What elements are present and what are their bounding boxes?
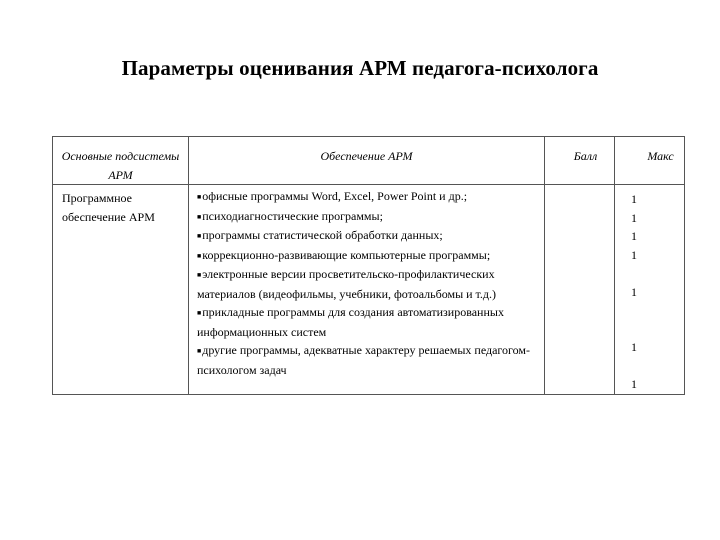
spacer — [615, 320, 684, 339]
list-item-text: психодиагностические программы; — [202, 208, 383, 223]
max-value: 1 — [631, 247, 637, 262]
max-cell — [615, 185, 685, 395]
list-item-text: программы статистической обработки данных; — [202, 228, 443, 242]
list-item — [197, 187, 536, 207]
spacer — [615, 264, 684, 283]
spacer — [615, 357, 684, 376]
bullet-icon: ■ — [197, 193, 202, 201]
page-title: Параметры оценивания АРМ педагога-психолога — [121, 56, 599, 80]
list-item — [197, 246, 536, 266]
header-subsystems: Основные подсистемы АРМ — [53, 137, 189, 185]
header-max-label: Макс — [647, 149, 674, 163]
header-provision: Обеспечение АРМ — [189, 137, 545, 185]
max-value: 1 — [631, 377, 637, 391]
max-value: 1 — [631, 340, 637, 354]
bullet-icon: ■ — [197, 309, 202, 317]
list-item — [197, 265, 536, 303]
list-item — [197, 303, 536, 341]
max-value: 1 — [631, 210, 637, 225]
max-value: 1 — [631, 192, 637, 206]
max-value: 1 — [631, 229, 637, 243]
score-cell — [545, 185, 615, 395]
header-max — [615, 137, 685, 185]
list-item-text: коррекционно-развивающие компьютерные программы; — [202, 247, 491, 262]
evaluation-table — [52, 136, 685, 395]
spacer — [615, 301, 684, 320]
resources-cell — [189, 185, 545, 395]
list-item — [197, 226, 536, 246]
bullet-icon: ■ — [197, 232, 202, 240]
bullet-icon: ■ — [197, 271, 202, 279]
max-value: 1 — [631, 284, 637, 299]
bullet-icon: ■ — [197, 212, 202, 221]
list-item-text: другие программы, адекватные характеру решаемых педагогом-психологом задач — [197, 343, 531, 377]
table-header-row — [53, 137, 685, 185]
header-score — [545, 137, 615, 185]
subsystem-cell: Программное обеспечение АРМ — [53, 185, 189, 395]
table-row — [53, 185, 685, 395]
list-item — [197, 341, 536, 379]
list-item-text: прикладные программы для создания автоматизированных информационных систем — [197, 305, 504, 339]
header-score-label: Балл — [573, 149, 598, 163]
list-item-text: офисные программы Word, Excel, Power Point и др.; — [202, 189, 468, 203]
bullet-icon: ■ — [197, 347, 202, 355]
bullet-icon: ■ — [197, 251, 202, 260]
list-item-text: электронные версии просветительско-профилактических материалов (видеофильмы, учебники, фотоальбомы и т.д.) — [197, 267, 496, 301]
list-item — [197, 207, 536, 227]
